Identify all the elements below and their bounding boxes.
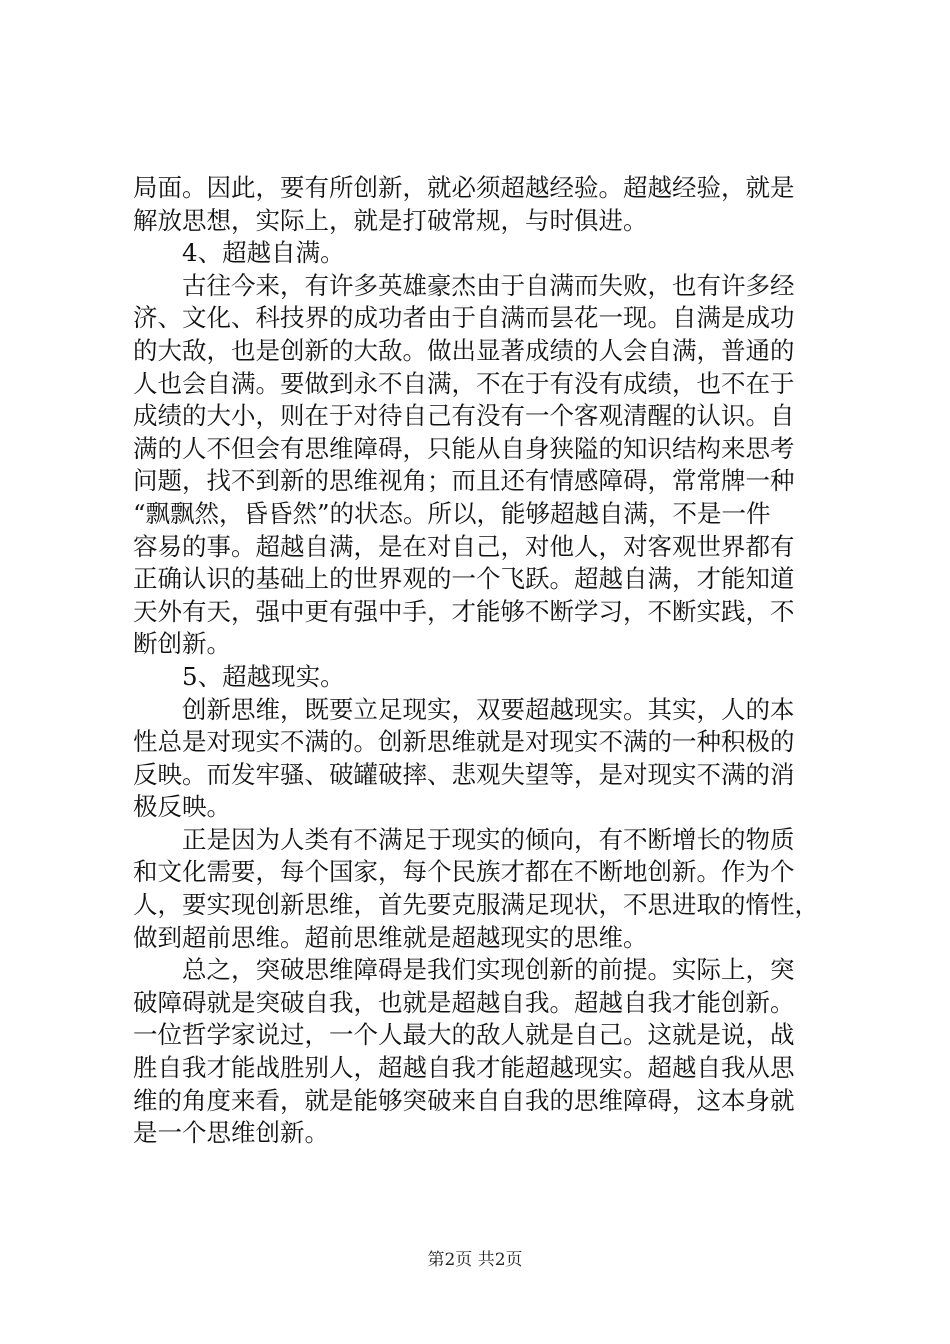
paragraph-reality-2: 正是因为人类有不满足于现实的倾向，有不断增长的物质 和文化需要，每个国家，每个民族才都在不断地创新。作为个 人，要实现创新思维，首先要克服满足现状，不思进取的惰性， 做到超前思维。超前思维就是超越现实的思维。 bbox=[133, 824, 819, 952]
section-heading-4: 4、超越自满。 bbox=[182, 238, 345, 268]
page-number-footer: 第2页 共2页 bbox=[427, 1250, 523, 1270]
paragraph-conclusion: 总之，突破思维障碍是我们实现创新的前提。实际上，突 破障碍就是突破自我，也就是超越自我。超越自我才能创新。 一位哲学家说过，一个人最大的敌人就是自己。这就是说，战 胜自我才能战胜别人，超越自我才能超越现实。超越自我从思 维的角度来看，就是能够突破来自自我的思维障碍，这本身就 是一个思维创新。 bbox=[133, 955, 795, 1148]
paragraph-continuation: 局面。因此，要有所创新，就必须超越经验。超越经验，就是 解放思想，实际上，就是打破常规，与时俱进。 bbox=[133, 173, 795, 235]
paragraph-self-satisfaction: 古往今来，有许多英雄豪杰由于自满而失败，也有许多经 济、文化、科技界的成功者由于自满而昙花一现。自满是成功 的大敌，也是创新的大敌。做出显著成绩的人会自满，普通的 人也会自满。要做到永不自满，不在于有没有成绩，也不在于 成绩的大小，则在于对待自己有没有一个客观清醒的认识。自 满的人不但会有思维障碍，只能从自身狭隘的知识结构来思考 问题，找不到新的思维视角；而且还有情感障碍，常常牌一种 “飘飘然，昏昏然”的状态。所以，能够超越自满，不是一件 容易的事。超越自满，是在对自己，对他人，对客观世界都有 正确认识的基础上的世界观的一个飞跃。超越自满，才能知道 天外有天，强中更有强中手，才能够不断学习，不断实践，不 断创新。 bbox=[133, 270, 795, 659]
paragraph-reality-1: 创新思维，既要立足现实，双要超越现实。其实，人的本 性总是对现实不满的。创新思维就是对现实不满的一种积极的 反映。而发牢骚、破罐破摔、悲观失望等，是对现实不满的消 极反映。 bbox=[133, 694, 795, 822]
body-text bbox=[133, 172, 833, 1150]
section-heading-5: 5、超越现实。 bbox=[182, 661, 345, 691]
